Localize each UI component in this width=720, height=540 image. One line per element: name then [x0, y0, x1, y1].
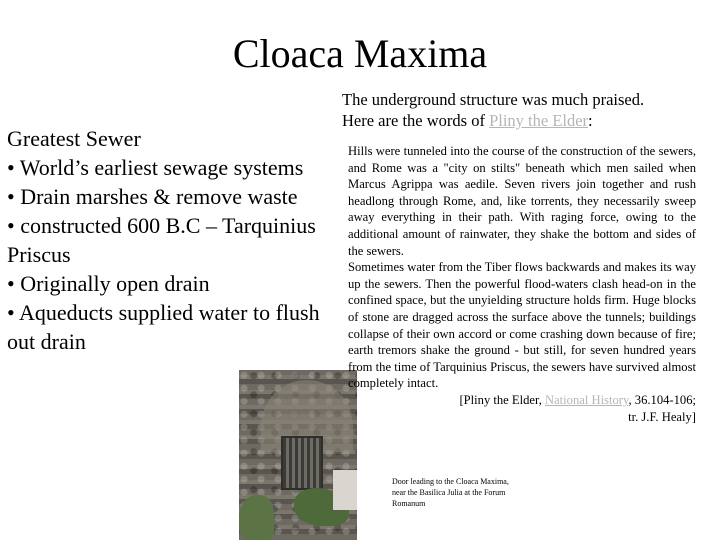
- vegetation: [239, 495, 274, 540]
- sewer-door-photo: [239, 370, 357, 540]
- quote-paragraph-1: Hills were tunneled into the course of the construction of the sewers, and Rome was a "city on stilts" beneath which men sailed when Marcus Agrippa was aedile. Seven rivers join together and rush headlong through Rome, and, like torrents, they necessarily sweep away everything in their path. With raging force, owing to the additional amount of rainwater, they shake the bottom and sides of the sewers.: [348, 144, 696, 258]
- bullet-item: • Aqueducts supplied water to flush out drain: [7, 300, 320, 354]
- summary-list: [7, 124, 332, 356]
- intro-text: [342, 89, 712, 131]
- bullet-item: • Originally open drain: [7, 271, 210, 296]
- intro-colon: :: [588, 111, 593, 130]
- intro-line-1: The underground structure was much praised.: [342, 90, 645, 109]
- intro-line-2: Here are the words of: [342, 111, 490, 130]
- quote-translator: tr. J.F. Healy]: [628, 409, 696, 424]
- citation-prefix: [Pliny the Elder,: [459, 392, 545, 407]
- bullet-item: • constructed 600 B.C – Tarquinius Priscus: [7, 213, 316, 267]
- quote-citation: [348, 392, 696, 409]
- slide-title: Cloaca Maxima: [232, 31, 488, 76]
- citation-suffix: , 36.104-106;: [628, 392, 696, 407]
- bullet-item: • World’s earliest sewage systems: [7, 155, 304, 180]
- summary-heading: Greatest Sewer: [7, 126, 141, 151]
- pliny-quote: [348, 143, 696, 425]
- quote-paragraph-2: Sometimes water from the Tiber flows backwards and makes its way up the sewers. Then the powerful flood-waters clash head-on in the confined space, but the unyielding structure holds firm. Huge blocks of stone are dragged across the surface above the tunnels; buildings collapse of their own accord or come crashing down because of fire; earth tremors shake the ground - but still, for seven hundred years from the time of Tarquinius Priscus, the sewers have survived almost completely intact.: [348, 260, 696, 391]
- marble-block: [333, 470, 357, 510]
- pliny-link[interactable]: Pliny the Elder: [489, 111, 589, 130]
- photo-caption: Door leading to the Cloaca Maxima, near the Basilica Julia at the Forum Romanum: [392, 477, 509, 508]
- iron-door: [281, 436, 323, 490]
- bullet-item: • Drain marshes & remove waste: [7, 184, 298, 209]
- national-history-link[interactable]: National History: [545, 392, 629, 407]
